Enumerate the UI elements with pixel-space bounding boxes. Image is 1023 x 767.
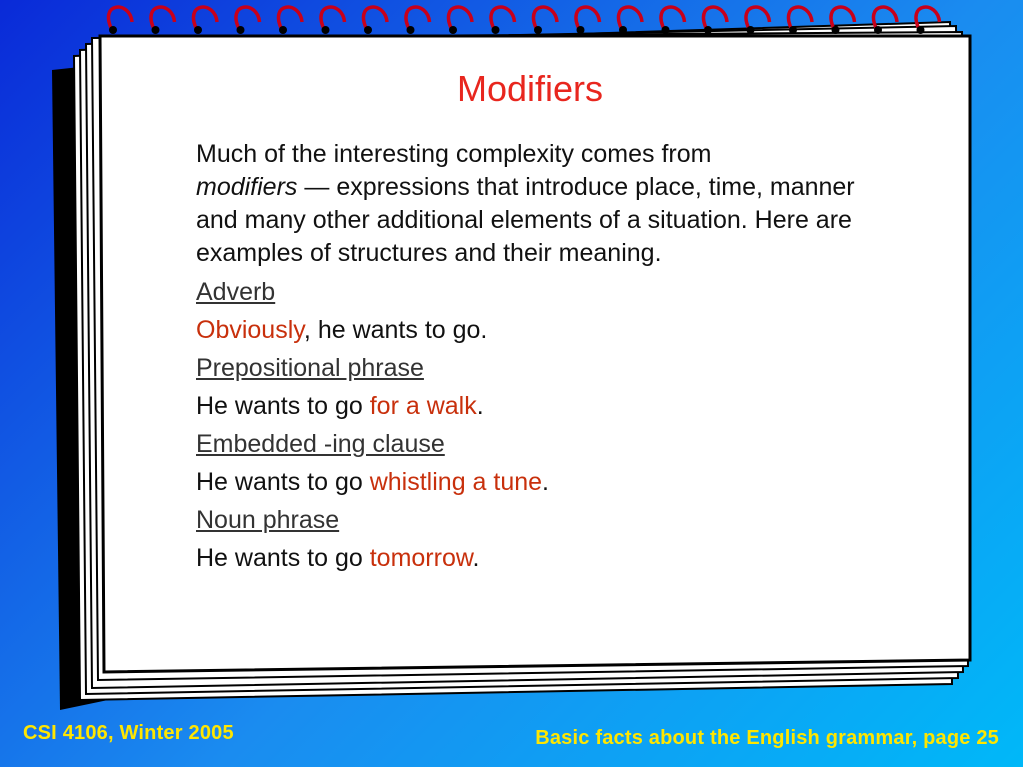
example-post: . [472,544,480,572]
binding-hole [874,26,882,34]
example-sentence-ing-clause [196,466,886,499]
footer-course: CSI 4106, Winter 2005 [23,722,234,744]
example-sentence-noun-phrase [196,542,886,575]
slide-title: Modifiers [456,68,604,109]
binding-hole [279,26,287,34]
example-highlight: Obviously [196,316,304,344]
binding-hole [917,26,925,34]
binding-hole [704,26,712,34]
binding-hole [619,26,627,34]
example-heading-noun-phrase: Noun phrase [196,506,340,534]
intro-term: modifiers [196,173,298,201]
example-heading-ing-clause: Embedded -ing clause [196,430,445,458]
example-sentence-adverb [196,314,886,347]
example-post: . [476,392,484,420]
binding-hole [364,26,372,34]
binding-hole [194,26,202,34]
binding-hole [747,26,755,34]
example-highlight: for a walk [369,392,477,420]
binding-hole [237,26,245,34]
binding-hole [449,26,457,34]
binding-hole [407,26,415,34]
binding-hole [322,26,330,34]
example-highlight: tomorrow [369,544,473,572]
binding-hole [577,26,585,34]
intro-after: — expressions that introduce place, time, manner and many other additional elements of a situation. Here are examples of structures and their meaning. [196,173,855,267]
binding-hole [662,26,670,34]
example-pre: He wants to go [196,468,370,496]
slide-body [196,138,886,580]
binding-hole [789,26,797,34]
example-heading-adverb: Adverb [196,278,276,306]
binding-hole [109,26,117,34]
example-post: . [542,468,549,496]
example-pre: He wants to go [196,544,370,572]
example-heading-prepositional: Prepositional phrase [196,354,424,382]
binding-hole [492,26,500,34]
example-highlight: whistling a tune [369,468,543,496]
example-post: , he wants to go. [303,316,488,344]
footer-page-info: Basic facts about the English grammar, page 25 [535,727,999,749]
binding-hole [832,26,840,34]
binding-hole [534,26,542,34]
intro-before: Much of the interesting complexity comes from [196,140,712,168]
example-sentence-prepositional [196,390,886,423]
example-pre: He wants to go [196,392,370,420]
binding-hole [152,26,160,34]
intro-paragraph [196,138,886,270]
